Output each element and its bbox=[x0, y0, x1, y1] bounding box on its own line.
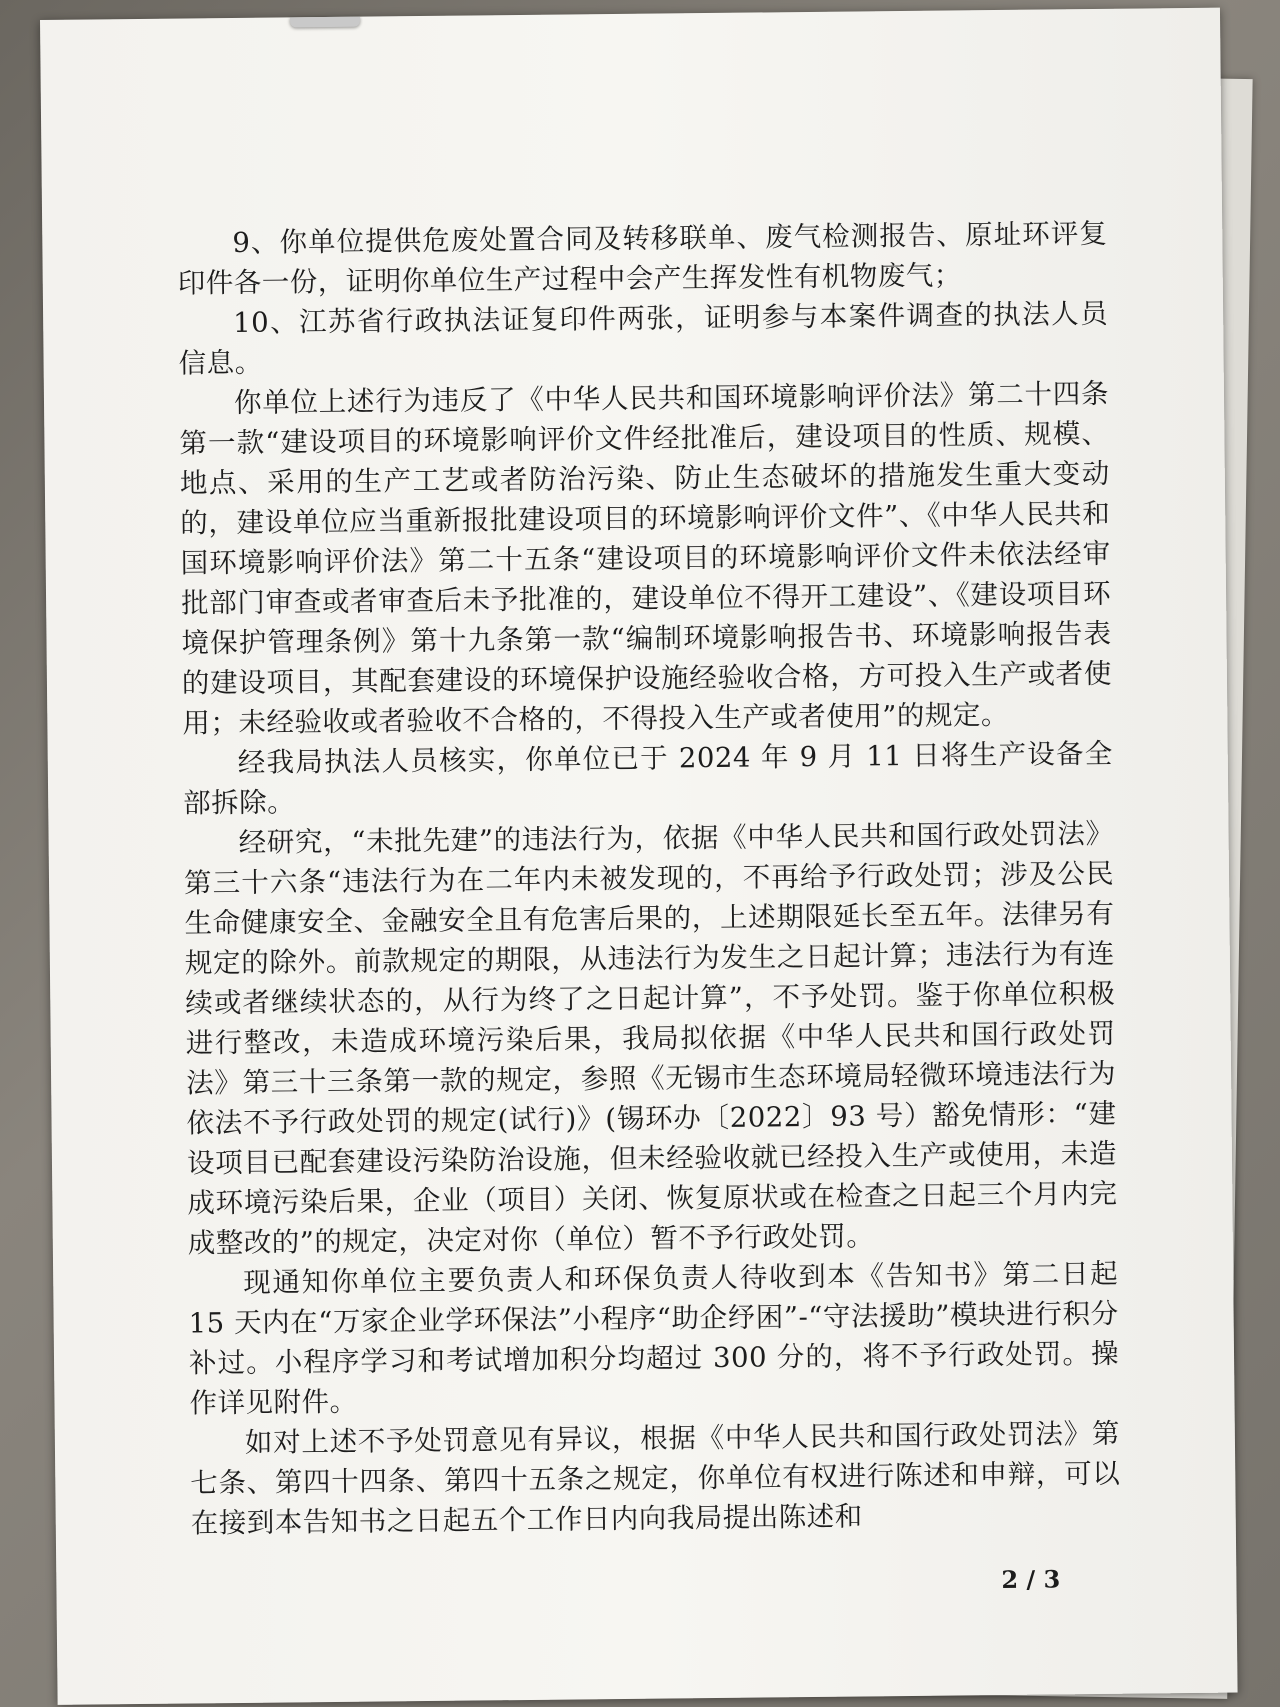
page-number: 2 / 3 bbox=[1001, 1564, 1061, 1595]
paragraph-decision: 经研究，“未批先建”的违法行为，依据《中华人民共和国行政处罚法》第三十六条“违法行为在二年内未被发现的，不再给予行政处罚；涉及公民生命健康安全、金融安全且有危害后果的，上述期限延长至五年。法律另有规定的除外。前款规定的期限，从违法行为发生之日起计算；违法行为有连续或者继续状态的，从行为终了之日起计算”，不予处罚。鉴于你单位积极进行整改，未造成环境污染后果，我局拟依据《中华人民共和国行政处罚法》第三十三条第一款的规定，参照《无锡市生态环境局轻微环境违法行为依法不予行政处罚的规定(试行)》(锡环办〔2022〕93 号）豁免情形：“建设项目已配套建设污染防治设施，但未经验收就已经投入生产或使用，未造成环境污染后果，企业（项目）关闭、恢复原状或在检查之日起三个月内完成整改的”的规定，决定对你（单位）暂不予行政处罚。 bbox=[183, 817, 1118, 1260]
paragraph-item-9: 9、你单位提供危废处置合同及转移联单、废气检测报告、原址环评复印件各一份，证明你单位生产过程中会产生挥发性有机物废气； bbox=[177, 217, 1108, 300]
paragraph-appeal: 如对上述不予处罚意见有异议，根据《中华人民共和国行政处罚法》第七条、第四十四条、第四十五条之规定，你单位有权进行陈述和申辩，可以在接到本告知书之日起五个工作日内向我局提出陈述和 bbox=[190, 1417, 1121, 1540]
paragraph-verification: 经我局执法人员核实，你单位已于 2024 年 9 月 11 日将生产设备全部拆除。 bbox=[183, 737, 1113, 820]
paragraph-item-10: 10、江苏省行政执法证复印件两张，证明参与本案件调查的执法人员信息。 bbox=[178, 297, 1109, 380]
paragraph-violation: 你单位上述行为违反了《中华人民共和国环境影响评价法》第二十四条第一款“建设项目的环境影响评价文件经批准后，建设项目的性质、规模、地点、采用的生产工艺或者防治污染、防止生态破坏的措施发生重大变动的，建设单位应当重新报批建设项目的环境影响评价文件”、《中华人民共和国环境影响评价法》第二十五条“建设项目的环境影响评价文件未依法经审批部门审查或者审查后未予批准的，建设单位不得开工建设”、《建设项目环境保护管理条例》第十九条第一款“编制环境影响报告书、环境影响报告表的建设项目，其配套建设的环境保护设施经验收合格，方可投入生产或者使用；未经验收或者验收不合格的，不得投入生产或者使用”的规定。 bbox=[179, 377, 1113, 740]
document-page bbox=[40, 8, 1238, 1705]
paragraph-notice: 现通知你单位主要负责人和环保负责人待收到本《告知书》第二日起 15 天内在“万家企业学环保法”小程序“助企纾困”-“守法援助”模块进行积分补过。小程序学习和考试增加积分均超过 300 分的，将不予行政处罚。操作详见附件。 bbox=[188, 1257, 1120, 1420]
document-body bbox=[177, 214, 1121, 1544]
paper-clip bbox=[290, 17, 360, 28]
